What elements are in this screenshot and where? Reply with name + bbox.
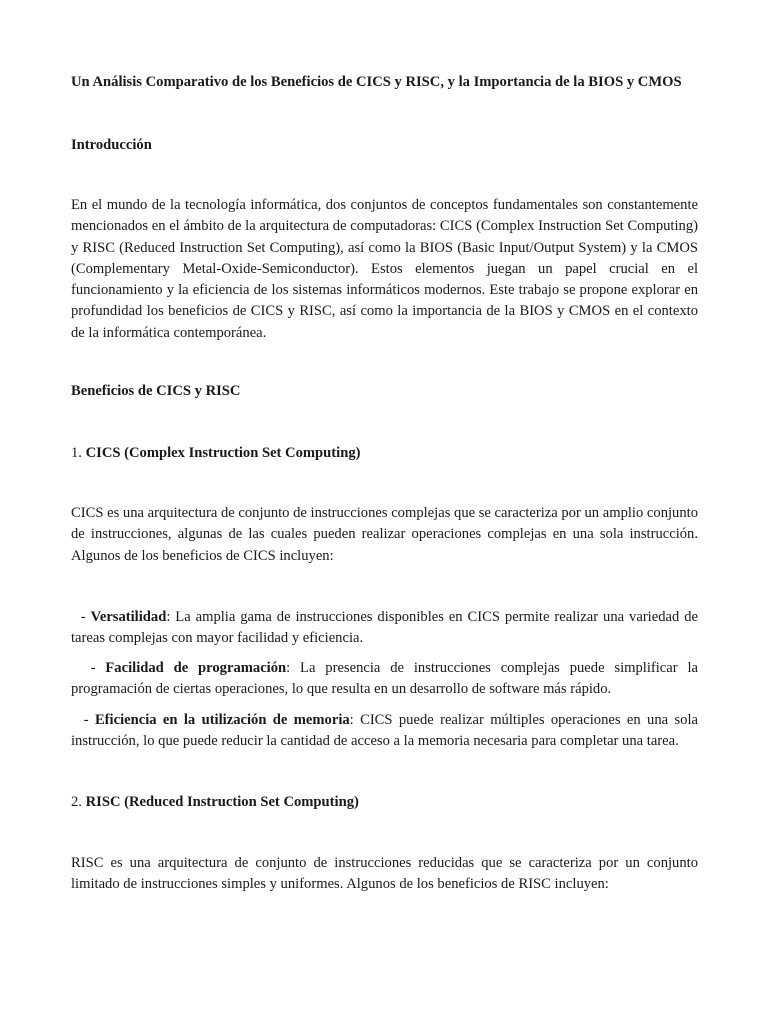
risc-paragraph: RISC es una arquitectura de conjunto de instrucciones reducidas que se caracteriza por un conjunto limitado de instrucciones simples y uniformes. Algunos de los beneficios de RISC incluyen: (71, 855, 698, 893)
document-title: Un Análisis Comparativo de los Beneficios de CICS y RISC, y la Importancia de la BIOS y CMOS (71, 74, 682, 90)
cics-section-heading (71, 443, 698, 464)
cics-benefit-item (71, 607, 698, 650)
bullet-prefix: - (71, 609, 91, 625)
bullet-prefix: - (71, 712, 95, 728)
benefit-description: : La presencia de instrucciones complejas puede simplificar la programación de ciertas operaciones, lo que resulta en un desarrollo de software más rápido. (71, 660, 698, 698)
benefit-term: Versatilidad (90, 609, 167, 625)
benefit-term: Eficiencia en la utilización de memoria (94, 712, 350, 728)
introduction-heading: Introducción (71, 137, 152, 153)
cics-benefit-item (71, 710, 698, 753)
cics-benefit-item (71, 658, 698, 701)
risc-section-title: RISC (Reduced Instruction Set Computing) (85, 794, 359, 810)
bullet-prefix: - (71, 660, 106, 676)
cics-section-title: CICS (Complex Instruction Set Computing) (85, 445, 361, 461)
benefits-heading: Beneficios de CICS y RISC (71, 383, 241, 399)
benefit-term: Facilidad de programación (105, 660, 287, 676)
cics-paragraph: CICS es una arquitectura de conjunto de instrucciones complejas que se caracteriza por un amplio conjunto de instrucciones, algunas de las cuales pueden realizar operaciones complejas en una sola instrucción. Algunos de los beneficios de CICS incluyen: (71, 505, 698, 564)
benefit-description: : CICS puede realizar múltiples operaciones en una sola instrucción, lo que puede reducir la cantidad de acceso a la memoria necesaria para completar una tarea. (71, 712, 698, 750)
cics-section-number: 1. (71, 445, 82, 461)
introduction-paragraph: En el mundo de la tecnología informática, dos conjuntos de conceptos fundamentales son constantemente mencionados en el ámbito de la arquitectura de computadoras: CICS (Complex Instruction Set Computing) y RISC (Reduced Instruction Set Computing), así como la BIOS (Basic Input/Output System) y la CMOS (Complementary Metal-Oxide-Semiconductor). Estos elementos juegan un papel crucial en el funcionamiento y la eficiencia de los sistemas informáticos modernos. Este trabajo se propone explorar en profundidad los beneficios de CICS y RISC, así como la importancia de la BIOS y CMOS en el contexto de la informática contemporánea. (71, 197, 698, 341)
benefit-description: : La amplia gama de instrucciones disponibles en CICS permite realizar una variedad de tareas complejas con mayor facilidad y eficiencia. (71, 609, 698, 647)
risc-section-number: 2. (71, 794, 82, 810)
risc-section-heading (71, 792, 698, 813)
